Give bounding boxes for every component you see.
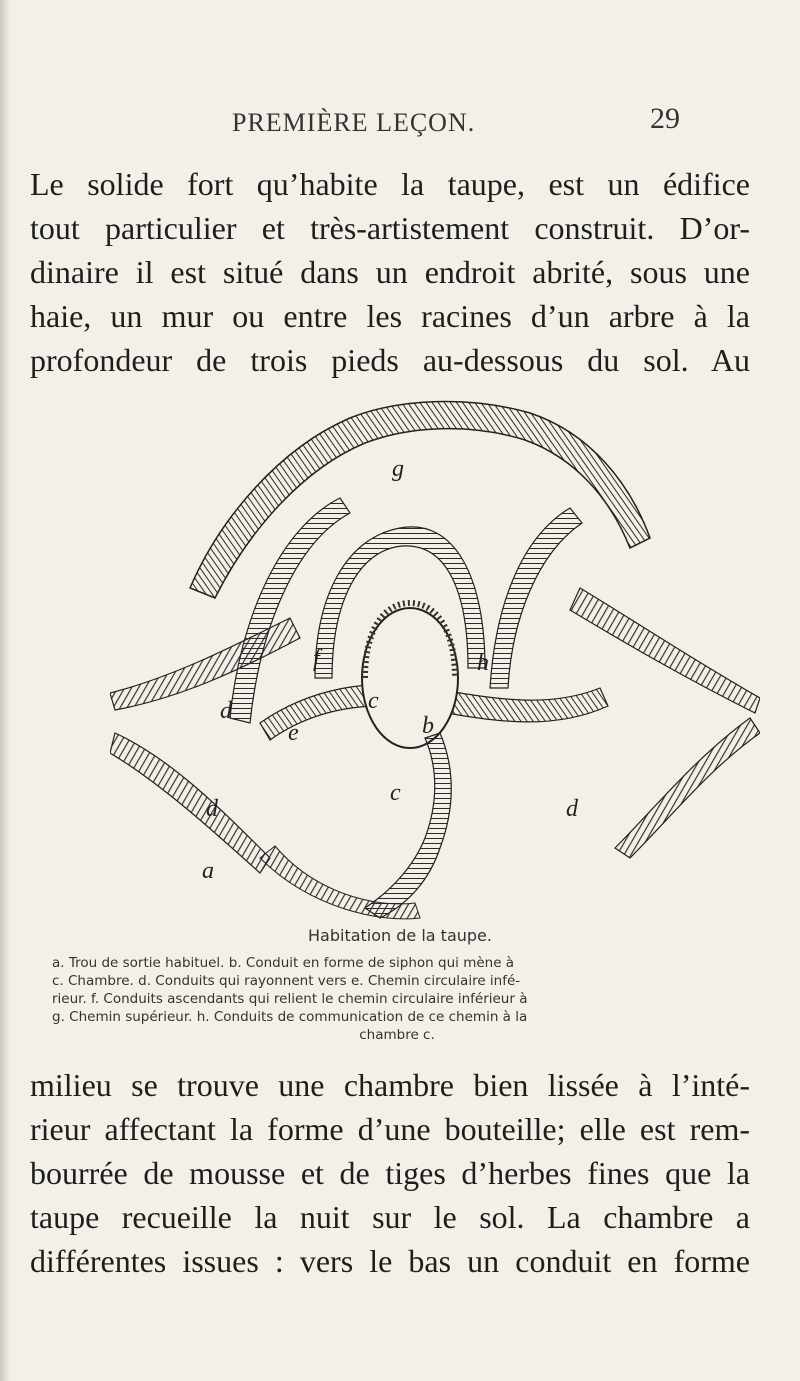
label-e: e: [288, 720, 299, 746]
label-f: f: [313, 646, 320, 672]
text-line: tout particulier et très-artistement construit. D’or-: [30, 210, 750, 246]
text-line: Le solide fort qu’habite la taupe, est un édifice: [30, 166, 750, 202]
text-line: dinaire il est situé dans un endroit abrité, sous une: [30, 254, 750, 290]
label-d-right: d: [566, 796, 578, 822]
label-c-upper: c: [368, 688, 379, 714]
text-line: taupe recueille la nuit sur le sol. La chambre a: [30, 1199, 750, 1235]
label-d-left-top: d: [220, 698, 232, 724]
legend-line: chambre c.: [359, 1027, 435, 1043]
label-h: h: [477, 650, 489, 676]
running-head: PREMIÈRE LEÇON.: [232, 108, 476, 137]
conduit-d-upper-left: [110, 618, 300, 710]
label-d-left: d: [206, 796, 218, 822]
upper-gallery-g: [190, 402, 650, 598]
text-line: différentes issues : vers le bas un conduit en forme: [30, 1243, 750, 1279]
text-line: haie, un mur ou entre les racines d’un arbre à la: [30, 298, 750, 334]
mole-burrow-illustration: [110, 388, 760, 923]
text-line: rieur affectant la forme d’une bouteille; elle est rem-: [30, 1111, 750, 1147]
legend-line: g. Chemin supérieur. h. Conduits de communication de ce chemin à la: [52, 1009, 528, 1025]
text-line: bourrée de mousse et de tiges d’herbes fines que la: [30, 1155, 750, 1191]
page-edge-shadow: [0, 0, 10, 1381]
label-a: a: [202, 858, 214, 884]
conduit-d-lower-right: [615, 718, 760, 858]
conduit-d-lower-left: [110, 733, 270, 873]
mole-burrow-figure: [110, 388, 760, 923]
legend-line: c. Chambre. d. Conduits qui rayonnent vers e. Chemin circulaire infé-: [52, 973, 521, 989]
text-line: milieu se trouve une chambre bien lissée à l’inté-: [30, 1067, 750, 1103]
paragraph-top: [30, 162, 750, 382]
figure-caption-title: Habitation de la taupe.: [308, 926, 492, 945]
paragraph-bottom: [30, 1063, 750, 1283]
figure-legend: [52, 954, 742, 1044]
label-c-lower: c: [390, 780, 401, 806]
conduit-f-right: [490, 508, 582, 688]
legend-line: rieur. f. Conduits ascendants qui relient le chemin circulaire inférieur à: [52, 991, 528, 1007]
page-header: [0, 100, 800, 140]
label-g: g: [392, 456, 404, 482]
legend-line: a. Trou de sortie habituel. b. Conduit en forme de siphon qui mène à: [52, 955, 515, 971]
siphon-conduit-b: [365, 733, 451, 918]
label-b: b: [422, 713, 434, 739]
text-line: profondeur de trois pieds au-dessous du sol. Au: [30, 342, 750, 378]
page-number: 29: [650, 102, 680, 135]
